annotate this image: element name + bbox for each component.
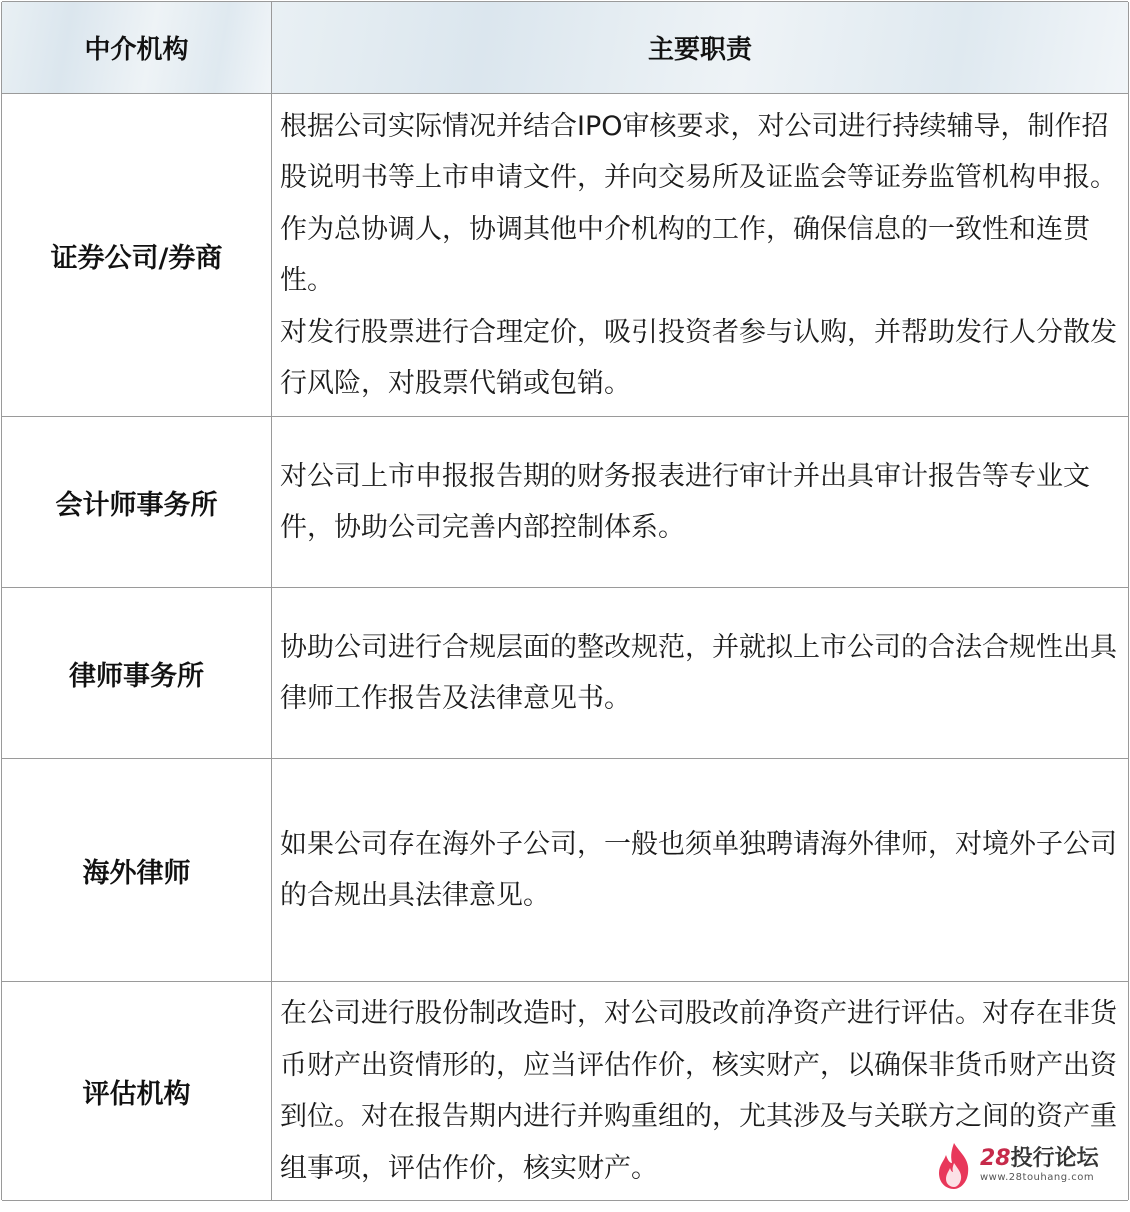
watermark-number: 28 — [980, 1146, 1011, 1171]
grid-line — [1128, 2, 1129, 1200]
row-desc-accounting — [272, 417, 1128, 587]
grid-line — [2, 981, 1128, 982]
grid-line — [2, 93, 1128, 94]
row-name-overseas-lawyer: 海外律师 — [82, 857, 191, 889]
paragraph: 协助公司进行合规层面的整改规范，并就拟上市公司的合法合规性出具律师工作报告及法律意见书。 — [280, 631, 1117, 714]
grid-line — [1, 2, 2, 1200]
row-name-law-firm: 律师事务所 — [69, 660, 204, 692]
header-intermediary: 中介机构 — [2, 2, 271, 93]
paragraph: 根据公司实际情况并结合IPO审核要求，对公司进行持续辅导，制作招股说明书等上市申请文件，并向交易所及证监会等证券监管机构申报。作为总协调人，协调其他中介机构的工作，确保信息的一致性和连贯性。 — [280, 110, 1117, 296]
row-desc-law-firm — [272, 588, 1128, 758]
paragraph: 在公司进行股份制改造时，对公司股改前净资产进行评估。对存在非货币财产出资情形的，应当评估作价，核实财产，以确保非货币财产出资到位。对在报告期内进行并购重组的，尤其涉及与关联方之间的资产重组事项，评估作价，核实财产。 — [280, 998, 1117, 1184]
grid-line — [2, 587, 1128, 588]
paragraph: 对发行股票进行合理定价，吸引投资者参与认购，并帮助发行人分散发行风险，对股票代销或包销。 — [280, 316, 1117, 399]
flame-icon — [934, 1141, 974, 1191]
row-name-valuation: 评估机构 — [82, 1078, 191, 1110]
grid-line — [2, 758, 1128, 759]
grid-line — [2, 1, 1128, 2]
row-name-securities: 证券公司/券商 — [50, 242, 223, 274]
watermark-title: 投行论坛 — [1010, 1146, 1099, 1171]
paragraph: 如果公司存在海外子公司，一般也须单独聘请海外律师，对境外子公司的合规出具法律意见。 — [280, 828, 1117, 911]
watermark-url: www.28touhang.com — [980, 1172, 1095, 1183]
watermark-logo — [934, 1138, 1104, 1194]
row-desc-overseas-lawyer — [272, 759, 1128, 981]
grid-line — [271, 2, 272, 1200]
row-desc-securities — [272, 94, 1128, 416]
paragraph: 对公司上市申报报告期的财务报表进行审计并出具审计报告等专业文件，协助公司完善内部控制体系。 — [280, 460, 1090, 543]
row-name-accounting: 会计师事务所 — [55, 489, 218, 521]
grid-line — [2, 1200, 1128, 1201]
grid-line — [2, 416, 1128, 417]
header-responsibility: 主要职责 — [272, 2, 1128, 93]
